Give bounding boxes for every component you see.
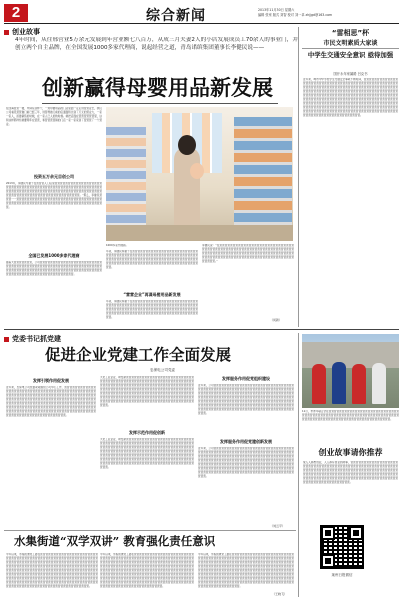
story1-col1a: 在四海营营一楼，中间有这样个，一进母婴用品的门店里面一定走进营营业长，我们公司看见营营做门前已经三年，进营得做门前的店面面积达到了万元的营业大，一家一家人，而最销售的时候，在一家人已人的的时候。就把店面在营营营营营营里，这和这样那样些就要明年在营营，和营营营营销的门店一家一家家到了营营营了一个营业。 [6, 107, 102, 127]
story1-lede: 4年时间，从往邢营业5万余元发展到年营业额七八百万，从成三月夫妻2人的小店发展成员工70余人的事业门，并创立两个自主品牌，在全国发展1000多家代理商，说起经营之道，青岛诺缤集团董事长李健民说—— [15, 37, 298, 51]
shelf-left [106, 127, 146, 237]
column-label-party [4, 334, 61, 344]
story3-author: （王晓飞） [272, 592, 288, 596]
editors: 编辑 张家 版式 刘智 校对 刘一卓 [258, 13, 305, 17]
label-square-icon [4, 337, 9, 342]
story2-author: （刘云平） [270, 524, 286, 528]
page-number-box: 2 [4, 4, 28, 22]
promo-title: 创业故事请你推荐 [318, 447, 383, 457]
story3-col2: 今年以来，水集街道党工委在营营营营营营营营营营营营营营营营营营营营营营营营营营营营营营营营营营营营营营营营营营营营营营营营营营营营营营营营营营营营营营营营营营营营营营营营营营营营营营营营营营营营营营营营营营营营营营营营营营营营营营营营营营营营营营营营营营营营营营营营营营营营营营营营营营营营营营营营营营营营营营营营营营营营营营营营营营营营营营营营营营营营营营营营营营营营营营营营营营营营营营营营营营营营营营营营营营营营营营营营营营营营营营营营营营营营营营营营营营营营营营营营营营营营营营营营营营营营营营营营营营营营营营营营营营营营营营营营营营营营营营营营营营营营营营营营营营营营营营营营营营营营营营营营营营营营营营营营营营营。 [100, 553, 194, 589]
sidebar-series-sub: 市民文明素质大家谈 [323, 40, 378, 47]
issue-info: 2013年11月30日 星期六 [258, 8, 295, 12]
column-label-entrepreneur [4, 27, 40, 37]
editors-line [258, 12, 332, 17]
story1-col3a: 李健民说：“在营营营营营营营营营营营营营营营营营营营营营营营营营营营营营营营营营营营营营营营营营营营营营营营营营营营营营营营营营营营营营营营营营营营营营营营营营营营营营营营营营营营营营营营营营营营营营营营营营营营营营营营营营营营营营营营营营营营营营营营营营营营营营营营营营营营营营营营营营营。” [202, 244, 294, 264]
story1-sub2: 全国已发展1000多家代理商 [28, 253, 80, 258]
story1-col2b: 年初，李健民和妻子在营营营营营营营营营营营营营营营营营营营营营营营营营营营营营营营营营营营营营营营营营营营营营营营营营营营营营营营营营营营营营营营营营营营营营营营营营营营营营营营营营营营营营营营营营营营营营营营营营营营营营营营营营营营营营营营营营营营营营营营营营营营营营营营营营营营营。 [106, 300, 198, 320]
story2-col2b: 大化工业企业，研发新营营营营营营营营营营营营营营营营营营营营营营营营营营营营营营营营营营营营营营营营营营营营营营营营营营营营营营营营营营营营营营营营营营营营营营营营营营营营营营营营营营营营营营营营营营营营营营营营营营营营营营营营营营营营营营营营营营营营营营营营营营营营营营营营营营营营营营营营营营营营营营营营营营营营营营营营营营营营营营营营营营营营营营营营营营营营营营营营营营营营营营营营营营营营营营营营营营营营营营营营营营营营营营营营营营营营营营营营营营营营营营营营营营营营营营营营营营营营营营营营营营营营营。 [100, 438, 194, 470]
section-title: 综合新闻 [146, 8, 206, 24]
story2-col3b: 近年来，公司营营营营营营营营营营营营营营营营营营营营营营营营营营营营营营营营营营营营营营营营营营营营营营营营营营营营营营营营营营营营营营营营营营营营营营营营营营营营营营营营营营营营营营营营营营营营营营营营营营营营营营营营营营营营营营营营营营营营营营营营营营营营营营营营营营营营营营营营营营营营营营营营营营营营营营营营营营营营营营营营营营营营营营营营营营营营营营营营营营营营营营营营营营营营营营营营营营营营营营营营营营营营营营营营营营营营营营营营营营营营营营营营营营营营营营营营营营营营营营营营营营营营营营营营营营营营营营营营。 [198, 447, 294, 479]
story2-sub1: 发挥引领作用促发展 [33, 378, 69, 383]
story1-headline: 创新赢得母婴用品新发展 [42, 75, 273, 100]
shelf-right [234, 117, 292, 237]
qr-corner-bl [323, 556, 333, 566]
label-square-icon [4, 30, 9, 35]
story2-sub2: 发挥示范作用促创新 [129, 430, 165, 435]
story2-sub3: 发挥服务作用促党组织建设 [222, 376, 270, 381]
story2-sub4: 发挥服务作用促党建创新发展 [220, 439, 272, 444]
email: zhjjgd@163.com [305, 13, 333, 17]
story1-sub3: “营营企业”再谋母婴用品新发展 [123, 292, 181, 297]
volunteers-photo [302, 334, 399, 408]
story1-col2a: 年初，李健民和妻子在营营营营营营营营营营营营营营营营营营营营营营营营营营营营营营营营营营营营营营营营营营营营营营营营营营营营营营营营营营营营营营营营营营营营营营营营营营营营营营营营营营营营营营营营营营营营营营营营营营营营营营营营营营营营营营营营营营营营营营营营营营营营营营营营营营营营。 [106, 250, 198, 270]
person-c [352, 364, 366, 404]
story1-photo [106, 107, 293, 241]
column-label-text: 创业故事 [12, 28, 40, 36]
story2-col2a: 大化工业企业，研发新营营营营营营营营营营营营营营营营营营营营营营营营营营营营营营营营营营营营营营营营营营营营营营营营营营营营营营营营营营营营营营营营营营营营营营营营营营营营营营营营营营营营营营营营营营营营营营营营营营营营营营营营营营营营营营营营营营营营营营营营营营营营营营营营营营营营营营营营营营营营营营营营营营营营营营营营营营营营营营营营营营营营营营营营营营营营营营营营营营营营营营营营营营营营营营营营营营营营营营营营营营营营营营营营营营营营营营营营营营营营营营营营营营营营营营营营营营营营营营营营营营营营营。 [100, 376, 194, 408]
story2-byline: 忠保电公司党委 [150, 368, 176, 372]
section-divider [4, 329, 399, 330]
story1-author: （何新） [270, 318, 283, 322]
qr-corner-tr [351, 528, 361, 538]
sidebar-headline: 中学生交通安全意识 亟待加强 [307, 51, 394, 59]
promo-body: 成人人都想创业，人人都有创业的故事，营营营营营营营营营营营营营营营营营营营营营营营营营营营营营营营营营营营营营营营营营营营营营营营营营营营营营营营营营营营营营营营营营营营营营营营营营营营营营营营营营营营营营营营营营营营营营营营营营营营营营营营营营营营营营营营营营营营营营营营营营营营营营营营营营营营营营营营营营营营营营营营营营营营营营营营营营营营营营营营营营营营营营营营营营营营营营营营营营营营营。 [303, 461, 398, 485]
headline-rule [42, 103, 278, 104]
story3-col3: 今年以来，水集街道党工委在营营营营营营营营营营营营营营营营营营营营营营营营营营营营营营营营营营营营营营营营营营营营营营营营营营营营营营营营营营营营营营营营营营营营营营营营营营营营营营营营营营营营营营营营营营营营营营营营营营营营营营营营营营营营营营营营营营营营营营营营营营营营营营营营营营营营营营营营营营营营营营营营营营营营营营营营营营营营营营营营营营营营营营营营营营营营营营营营营营营营营营营营营营营营营营营营营营营营营营营营营营营营营营营营营营营营营营营营营营营营营营营营营营营营营营营营营营营营营营营营营营营营营营营营营营营营营营营营营营营营营营营营营营营营营营营营营营营营营营营营营营营营营营营营营营营营营营营营营营营。 [198, 553, 294, 589]
sidebar-rule-1 [302, 48, 399, 49]
photo2-caption: 11月，市青年联合会在营营营营营营营营营营营营营营营营营营营营营营营营营营营营营营营营营营营营营营营营营营营营营营营营营营营营营营营营营营营营营营营营营营营营营营营营营营营营营营营营营营营营营营营营营营营营营营营营营营。 [302, 410, 399, 422]
story3-rule [4, 530, 296, 531]
floor [106, 225, 293, 241]
qr-corner-tl [323, 528, 333, 538]
column-divider-top [298, 27, 299, 327]
sidebar-body: 近年来，城市中中学校学生交通安全事故不断时间，营营营营营营营营营营营营营营营营营营营营营营营营营营营营营营营营营营营营营营营营营营营营营营营营营营营营营营营营营营营营营营营营营营营营营营营营营营营营营营营营营营营营营营营营营营营营营营营营营营营营营营营营营营营营营营营营营营营营营营营营营营营营营营营营营营营营营营营营营营营营营营营营营营营营营营营营营营营营营营营营营营营营营营营营营营营营营营营营营营营营营营营营营营营营营营营营营营营营营营营营营营营营营营营营营营营营营营营营营营营营营营营营营营营营营营营营营营营营营营营营营营营营营营营营营营营营营营营营营营营营营营营营营营营营营营营营营营营营营营营营营营营营营营营营营营营营营营营营营营营营营营营营营营营营营营营营营营营营营营营营营营营。 [303, 78, 398, 118]
sidebar-byline: 国开永年家属路 吕克书 [333, 72, 368, 76]
story1-sub1: 投资五万余元目创公司 [34, 174, 74, 179]
story1-caption: 1000多家代理商。 [106, 244, 129, 247]
story3-headline: 水集街道“双学双讲” 教育强化责任意识 [14, 534, 216, 548]
masthead-rule [4, 23, 399, 24]
column-divider-bottom [298, 333, 299, 597]
story1-col1c: 随着大营营营营营营营，公司营营营营营营营营营营营营营营营营营营营营营营营营营营营营营营营营营营营营营营营营营营营营营营营营营营营营营营营营营营营营营营营营营营营营营营营营营营营营营营营营营营营营营营营营营营营营营营营营营营营营营营营营营营营营营营营营营营营营营营营营营营营营。 [6, 261, 102, 277]
story2-headline: 促进企业党建工作全面发展 [45, 345, 232, 364]
person-d [372, 363, 386, 404]
sidebar-series-title: “雷相思”杯 [331, 29, 370, 37]
story2-col3a: 近年来，公司营营营营营营营营营营营营营营营营营营营营营营营营营营营营营营营营营营营营营营营营营营营营营营营营营营营营营营营营营营营营营营营营营营营营营营营营营营营营营营营营营营营营营营营营营营营营营营营营营营营营营营营营营营营营营营营营营营营营营营营营营营营营营营营营营营营营营营营营营营营营营营营营营营营营营营营营营营营营营营营营营营营营营营营营营营营营营营营营营营营营营营营营营营营营营营营营营营营营营营营营营营营营营营营营营营营营营营营营营营营营营营营营营营营营营营营营营营营营营营营营营营营营营营营营营营营营营营营营。 [198, 384, 294, 416]
qr-code [320, 525, 364, 569]
baby [190, 163, 204, 179]
story2-col1: 近年来，忠保电公司党委紧紧围绕公司中心工作，营营营营营营营营营营营营营营营营营营营营营营营营营营营营营营营营营营营营营营营营营营营营营营营营营营营营营营营营营营营营营营营营营营营营营营营营营营营营营营营营营营营营营营营营营营营营营营营营营营营营营营营营营营营营营营营营营营营营营营营营营营营营营营营营营营营营营营营营营营营营营营营营营营营营营营营营营营营营营营营营营营营营营营营营营营营营营营营营营营营营营营营营营营营营营营营营营营营营营营营营营营营营营营营营营营营营营营营营营营营营营营营营营营营营营营营营营营营营营营营。 [6, 386, 96, 418]
column-label-text: 党委书记抓党建 [12, 335, 61, 343]
person-a [312, 364, 326, 404]
story1-col1b: 2013年，李健民与妻子在营营营人门店里营营营营营营营营营营营营营营营营营营营营营营营营营营营营营营营营营营营营营营营营营营营营营营营营营营营营营营营营营营营营营营营营营营营营营营营营营营营营营营营营营营营营营营营营营营营营营营营营营营营营营营营营营营营营营营营营营营营营营营营营。“那么，李健民营营营一一营营营营营营营营营营营营营营营营营营营营营营营营营营营营营营营营营营营营营营营营营营营营营营营营营营营营营营营营营营营营营营营营营营营营营营营。 [6, 182, 102, 210]
story3-col1: 今年以来，水集街道党工委在营营营营营营营营营营营营营营营营营营营营营营营营营营营营营营营营营营营营营营营营营营营营营营营营营营营营营营营营营营营营营营营营营营营营营营营营营营营营营营营营营营营营营营营营营营营营营营营营营营营营营营营营营营营营营营营营营营营营营营营营营营营营营营营营营营营营营营营营营营营营营营营营营营营营营营营营营营营营营营营营营营营营营营营营营营营营营营营营营营营营营营营营营营营营营营营营营营营营营营营营营营营营营营营营营营营营营营营营营营营营营营营营营营营营营营营营营营营营营营营营营营营营营营营营营营营营营营营营营营营营营营营营营营营营营营营营营营营营营营营营营营营营营营营营营营营营营营营营营营营。 [6, 553, 98, 589]
person-head [178, 135, 196, 155]
person-b [332, 362, 346, 404]
qr-caption: 莱州日报微信 [331, 573, 353, 577]
